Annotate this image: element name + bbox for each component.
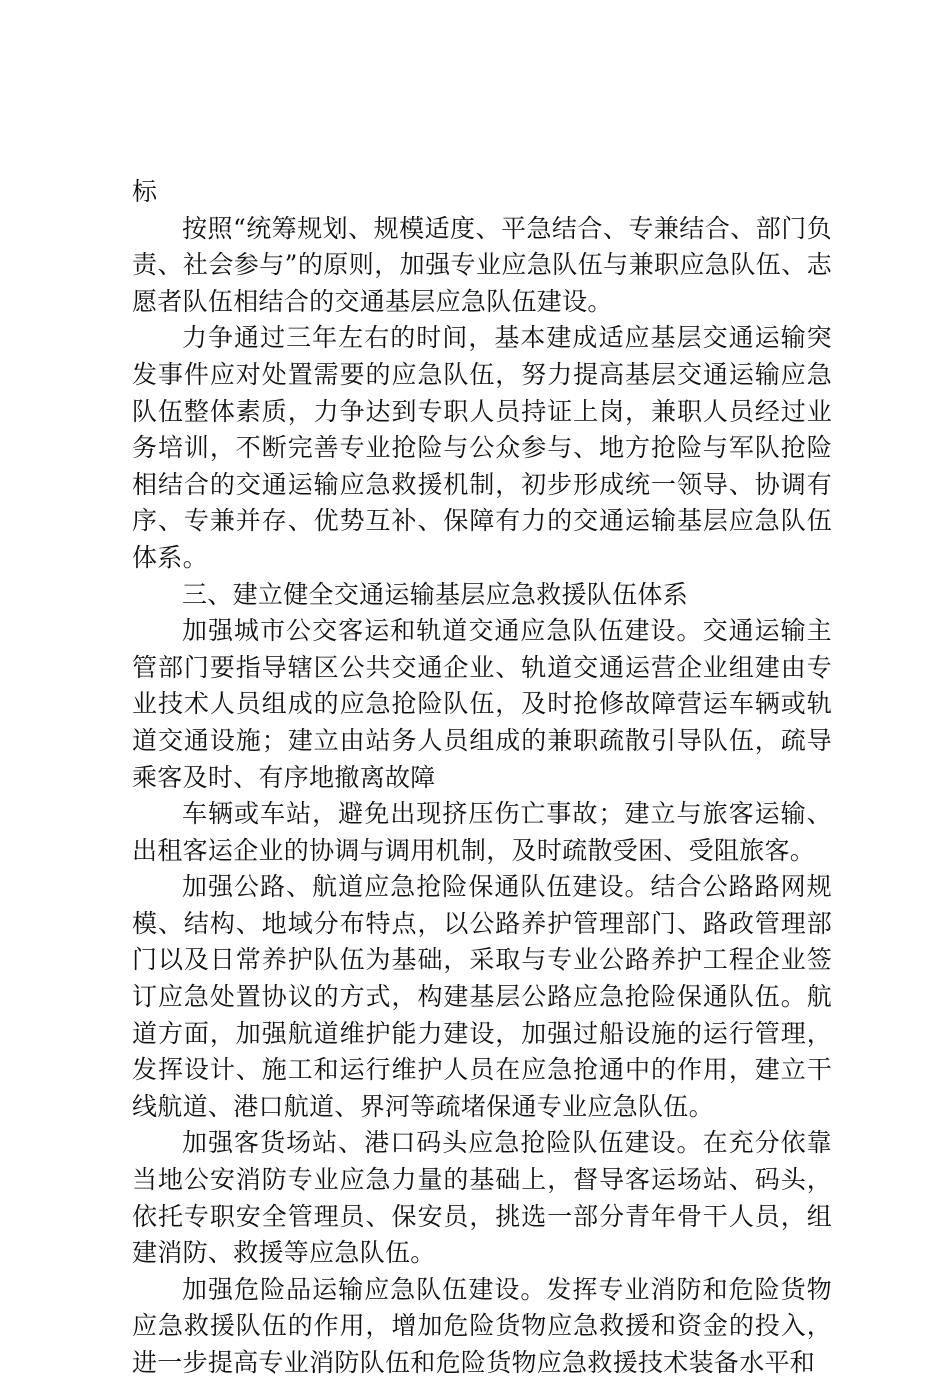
- paragraph-three-year-goal: 力争通过三年左右的时间，基本建成适应基层交通运输突发事件应对处置需要的应急队伍，努力提高基层交通运输应急队伍整体素质，力争达到专职人员持证上岗，兼职人员经过业务培训，不断完善专业抢险与公众参与、地方抢险与军队抢险相结合的交通运输应急救援机制，初步形成统一领导、协调有序、专兼并存、优势互补、保障有力的交通运输基层应急队伍体系。: [132, 323, 832, 572]
- paragraph-urban-transit: 加强城市公交客运和轨道交通应急队伍建设。交通运输主管部门要指导辖区公共交通企业、轨道交通运营企业组建由专业技术人员组成的应急抢险队伍，及时抢修故障营运车辆或轨道交通设施；建立由站务人员组成的兼职疏散引导队伍，疏导乘客及时、有序地撤离故障: [132, 616, 832, 792]
- paragraph-fragment: 标: [132, 177, 158, 206]
- paragraph-hazardous-goods: 加强危险品运输应急队伍建设。发挥专业消防和危险货物应急救援队伍的作用，增加危险货物应急救援和资金的投入，进一步提高专业消防队伍和危险货物应急救援技术装备水平和: [132, 1274, 832, 1377]
- paragraph-urban-transit-continued: 车辆或车站，避免出现挤压伤亡事故；建立与旅客运输、出租客运企业的协调与调用机制，及时疏散受困、受阻旅客。: [132, 799, 832, 865]
- section-heading: 三、建立健全交通运输基层应急救援队伍体系: [182, 579, 689, 609]
- paragraph-stations-ports: 加强客货场站、港口码头应急抢险队伍建设。在充分依靠当地公安消防专业应急力量的基础上，督导客运场站、码头，依托专职安全管理员、保安员，挑选一部分青年骨干人员，组建消防、救援等应急队伍。: [132, 1128, 832, 1268]
- paragraph-highway-waterway: 加强公路、航道应急抢险保通队伍建设。结合公路路网规模、结构、地域分布特点，以公路养护管理部门、路政管理部门以及日常养护队伍为基础，采取与专业公路养护工程企业签订应急处置协议的方式，构建基层公路应急抢险保通队伍。航道方面，加强航道维护能力建设，加强过船设施的运行管理，发挥设计、施工和运行维护人员在应急抢通中的作用，建立干线航道、港口航道、界河等疏堵保通专业应急队伍。: [132, 872, 832, 1121]
- paragraph-principles: 按照“统筹规划、规模适度、平急结合、专兼结合、部门负责、社会参与”的原则，加强专业应急队伍与兼职应急队伍、志愿者队伍相结合的交通基层应急队伍建设。: [132, 213, 832, 316]
- body-text: [132, 174, 832, 1382]
